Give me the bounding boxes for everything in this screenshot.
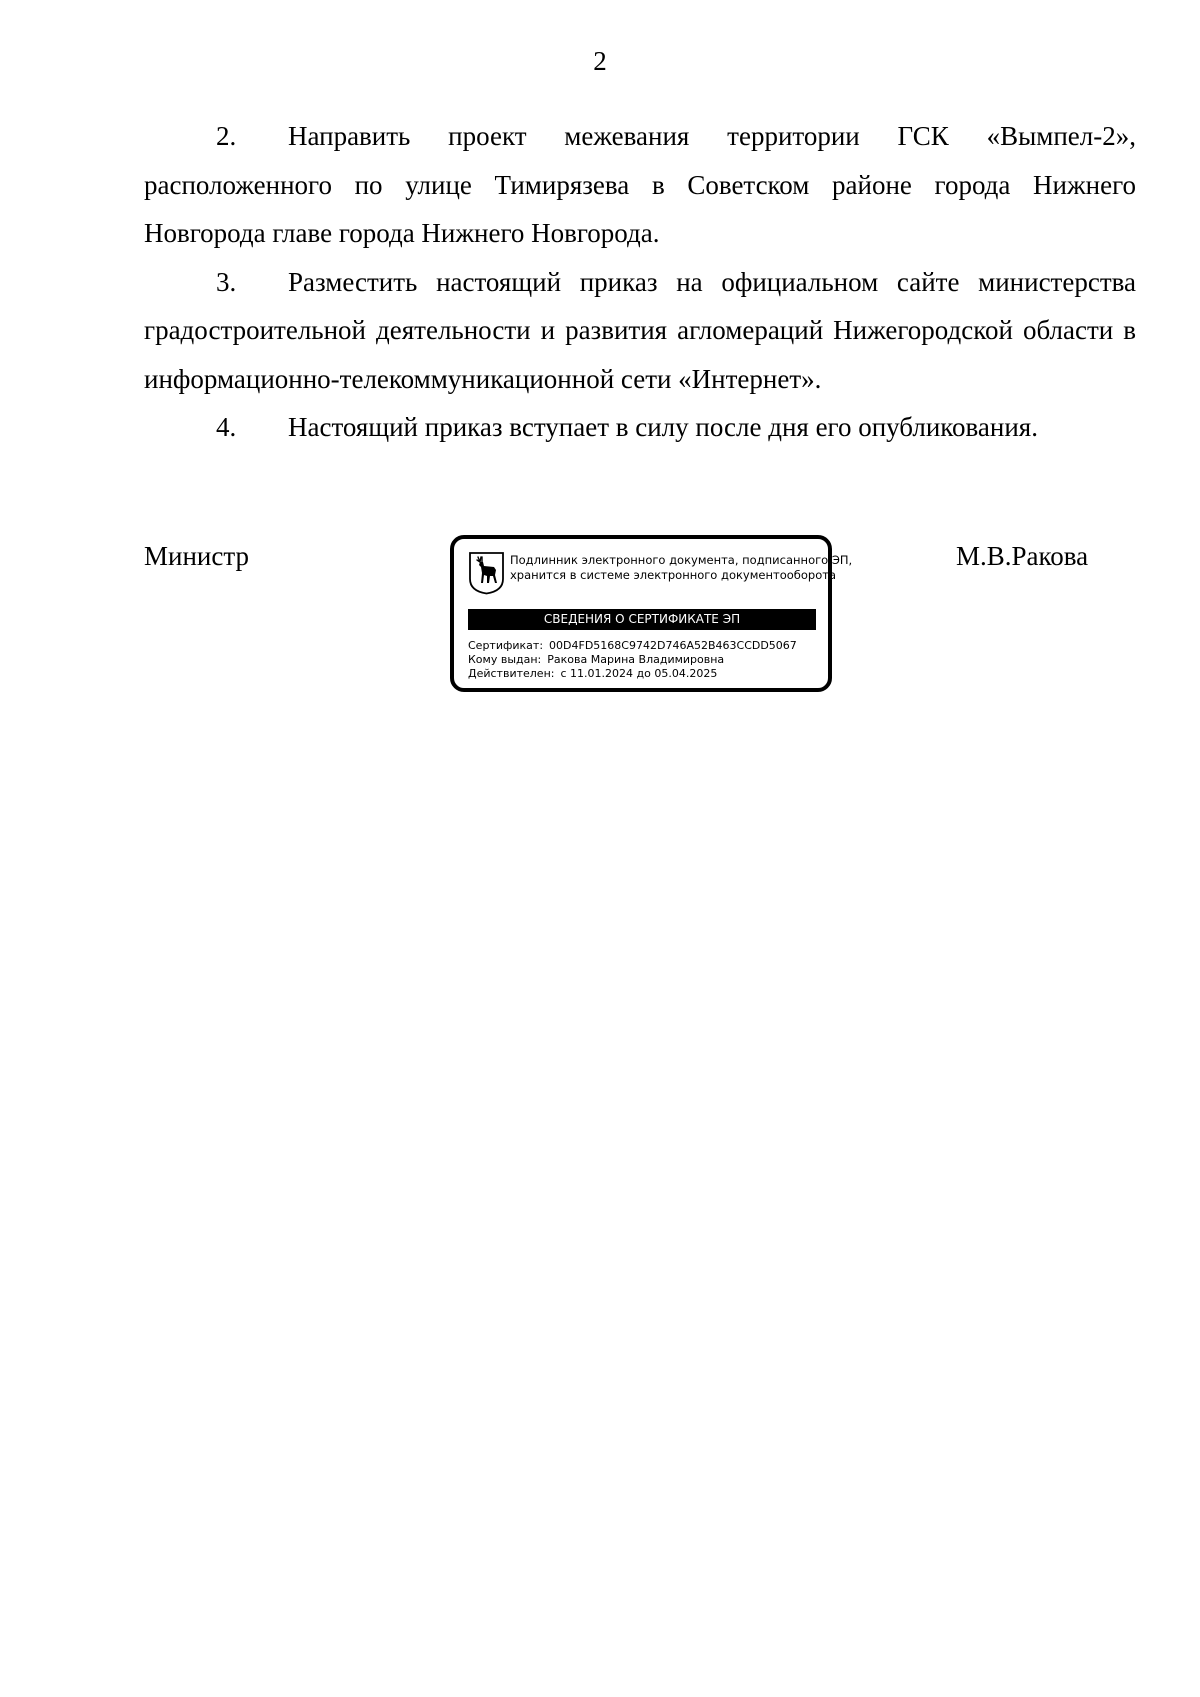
- paragraph-number: 3.: [216, 266, 237, 297]
- paragraph-text: Настоящий приказ вступает в силу после дня его опубликования.: [288, 412, 1038, 442]
- stamp-header-line: Подлинник электронного документа, подписанного ЭП,: [510, 553, 853, 567]
- issued-to-label: Кому выдан:: [468, 653, 542, 666]
- signatory-name: М.В.Ракова: [956, 541, 1089, 571]
- deer-coat-of-arms-icon: [468, 551, 505, 595]
- paragraph-number: 4.: [216, 412, 237, 442]
- certificate-value: 00D4FD5168C9742D746A52B463CCDD5067: [549, 639, 797, 652]
- validity-value: с 11.01.2024 до 05.04.2025: [560, 667, 718, 680]
- validity-label: Действителен:: [468, 667, 555, 680]
- signatory-title: Министр: [144, 541, 249, 571]
- page-number: 2: [593, 46, 607, 76]
- issued-to-value: Ракова Марина Владимировна: [547, 653, 725, 666]
- paragraph-2: [144, 112, 1136, 258]
- stamp-header: [510, 553, 853, 583]
- electronic-signature-stamp: [450, 535, 853, 692]
- validity-row: [468, 667, 818, 681]
- paragraph-number: 2.: [216, 121, 237, 151]
- paragraph-3: [144, 258, 1136, 404]
- document-body: [144, 112, 1136, 452]
- certificate-row: [468, 639, 818, 653]
- paragraph-4: [144, 403, 1136, 452]
- paragraph-text: Направить проект межевания территории ГСК «Вымпел-2», расположенного по улице Тимирязева в Советском районе города Нижнего Новгорода главе города Нижнего Новгорода.: [144, 121, 1136, 248]
- certificate-label: Сертификат:: [468, 639, 544, 652]
- stamp-header-line: хранится в системе электронного документооборота: [510, 568, 836, 582]
- paragraph-text: Разместить настоящий приказ на официальном сайте министерства градостроительной деятельности и развития агломераций Нижегородской области в информационно-телекоммуникационной сети «Интернет».: [144, 266, 1136, 394]
- certificate-info-banner: СВЕДЕНИЯ О СЕРТИФИКАТЕ ЭП: [468, 609, 816, 630]
- issued-to-row: [468, 653, 818, 667]
- certificate-details: [468, 639, 818, 681]
